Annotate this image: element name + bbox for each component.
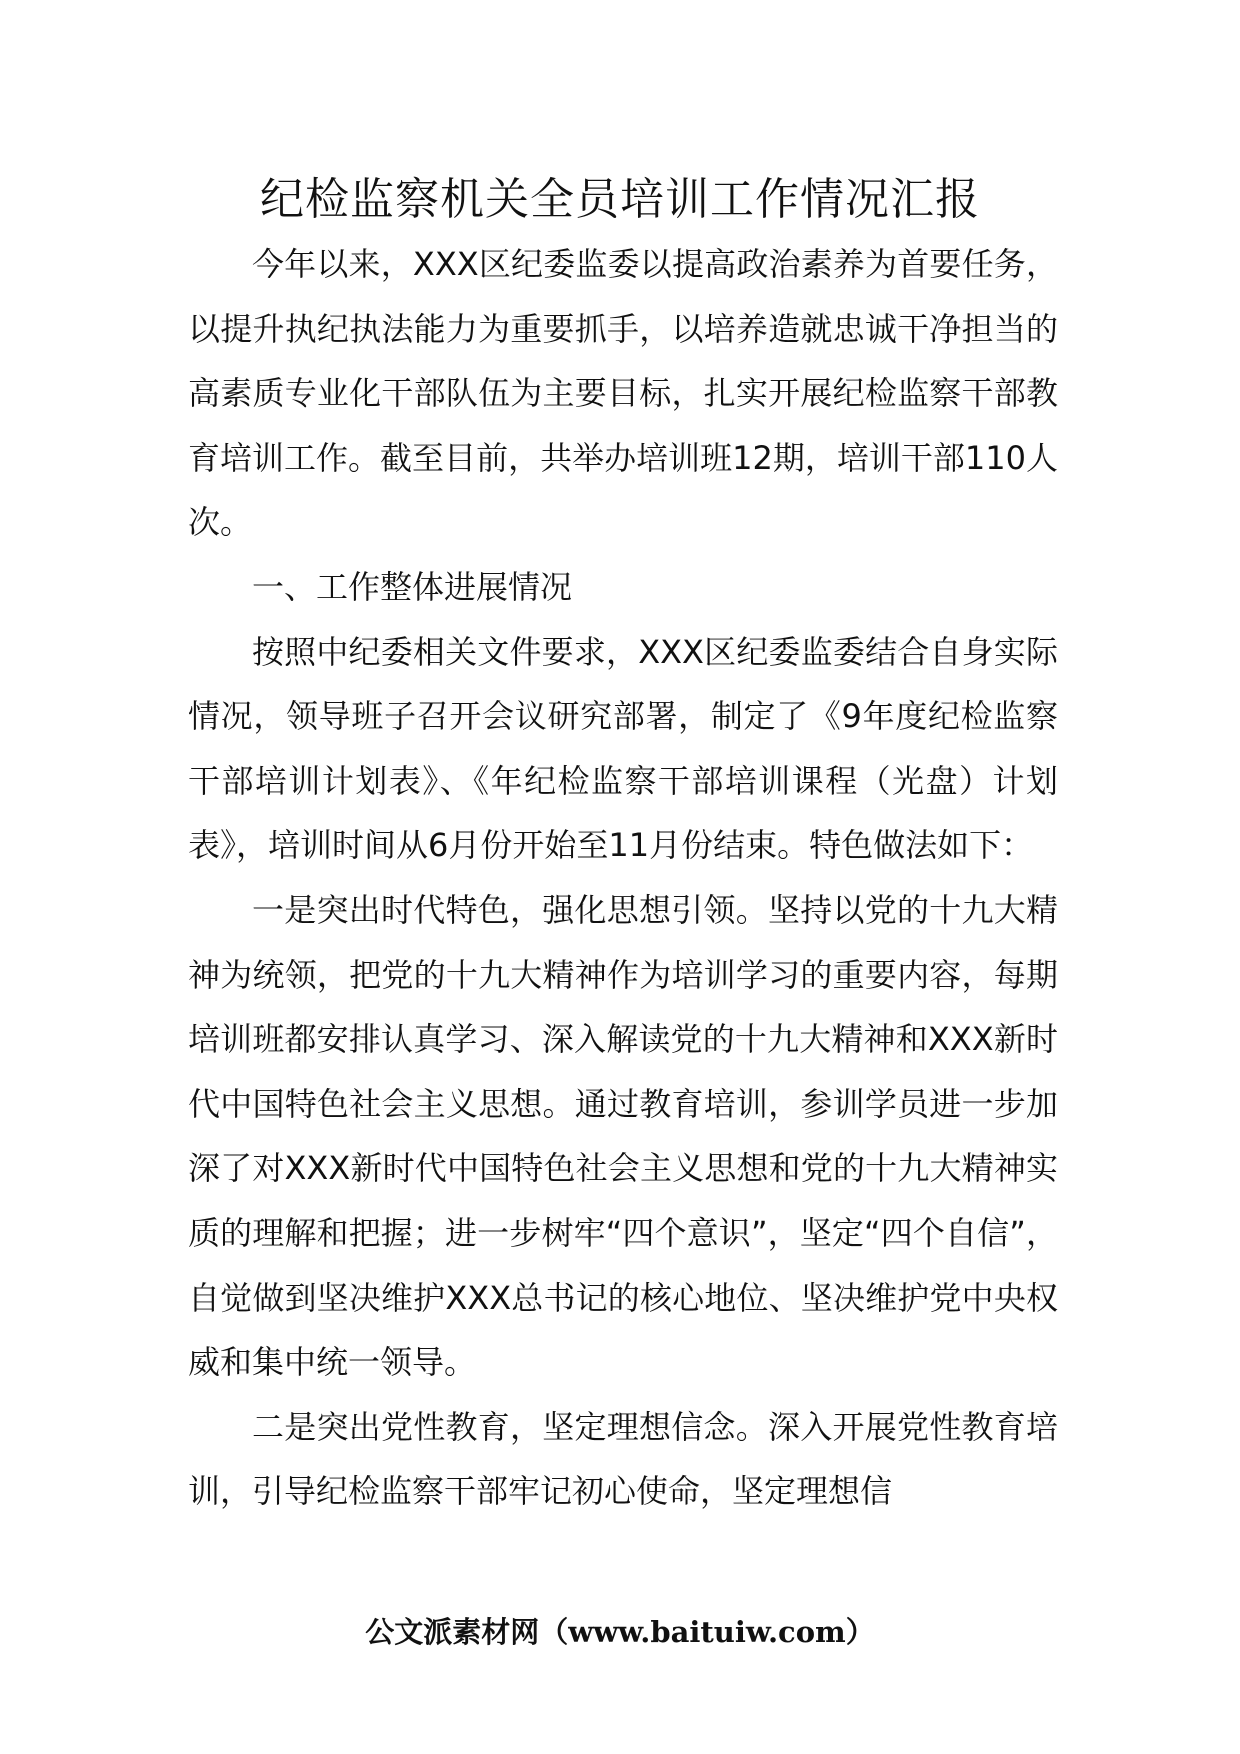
section-heading: 一、工作整体进展情况 [252,567,573,606]
body-paragraph: 二是突出党性教育，坚定理想信念。深入开展党性教育培训，引导纪检监察干部牢记初心使命，坚定理想信 [188,1407,1058,1511]
intro-paragraph: 今年以来，XXX区纪委监委以提高政治素养为首要任务，以提升执纪执法能力为重要抓手，以培养造就忠诚干净担当的高素质专业化干部队伍为主要目标，扎实开展纪检监察干部教育培训工作。截至目前，共举办培训班12期，培训干部110人次。 [188,245,1058,542]
watermark-footer: 公文派素材网（www.baituiw.com） [365,1615,875,1649]
body-paragraph: 一是突出时代特色，强化思想引领。坚持以党的十九大精神为统领，把党的十九大精神作为培训学习的重要内容，每期培训班都安排认真学习、深入解读党的十九大精神和XXX新时代中国特色社会主义思想。通过教育培训，参训学员进一步加深了对XXX新时代中国特色社会主义思想和党的十九大精神实质的理解和把握；进一步树牢“四个意识”，坚定“四个自信”，自觉做到坚决维护XXX总书记的核心地位、坚决维护党中央权威和集中统一领导。 [188,890,1058,1382]
body-paragraph: 按照中纪委相关文件要求，XXX区纪委监委结合自身实际情况，领导班子召开会议研究部署，制定了《9年度纪检监察干部培训计划表》、《年纪检监察干部培训课程（光盘）计划表》，培训时间从6月份开始至11月份结束。特色做法如下： [188,632,1058,865]
document-title: 纪检监察机关全员培训工作情况汇报 [260,174,980,225]
document-body [188,232,1058,1524]
